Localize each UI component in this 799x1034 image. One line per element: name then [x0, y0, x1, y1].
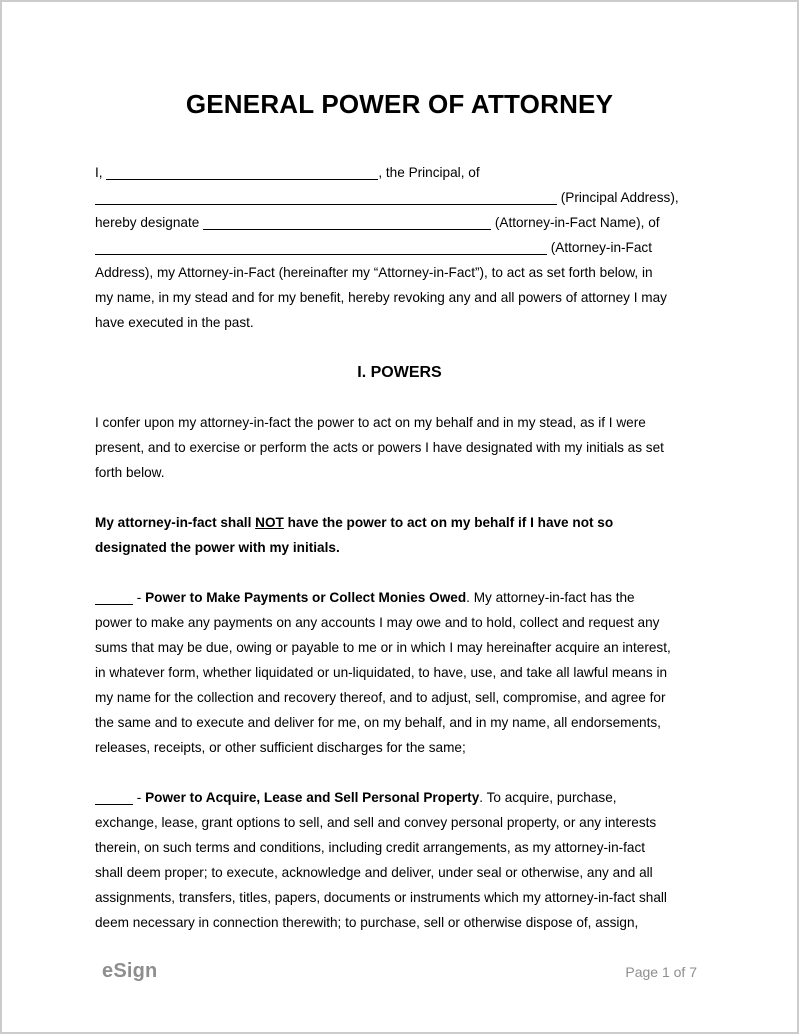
text-run: (Attorney-in-Fact Name), of	[491, 215, 660, 230]
text-run: Power to Acquire, Lease and Sell Personal Property	[145, 790, 480, 805]
text-line	[95, 710, 704, 735]
text-run: hereby designate	[95, 215, 204, 230]
text-run: -	[133, 590, 146, 605]
fill-in-blank	[203, 217, 491, 230]
text-run: sums that may be due, owing or payable to me or in which I may hereinafter acquire an interest,	[95, 640, 671, 655]
text-run: my name for the collection and recovery thereof, and to adjust, sell, compromise, and agree for	[95, 690, 666, 705]
text-run: forth below.	[95, 465, 165, 480]
text-run: (Attorney-in-Fact	[547, 240, 652, 255]
section-heading-powers: I. POWERS	[357, 364, 442, 381]
initials-notice-paragraph	[95, 510, 704, 560]
fill-in-blank	[95, 592, 133, 605]
text-line	[95, 410, 704, 435]
text-run: -	[133, 790, 146, 805]
fill-in-blank	[106, 167, 378, 180]
text-line	[95, 260, 704, 285]
text-run: exchange, lease, grant options to sell, and sell and convey personal property, or any interests	[95, 815, 657, 830]
text-line	[95, 235, 704, 260]
text-run: I confer upon my attorney-in-fact the power to act on my behalf and in my stead, as if I were	[95, 415, 646, 430]
text-line	[95, 585, 704, 610]
text-run: NOT	[255, 515, 284, 530]
text-run: have the power to act on my behalf if I have not so	[283, 515, 614, 530]
text-run: . My attorney-in-fact has the	[466, 590, 635, 605]
fill-in-blank	[95, 192, 557, 205]
text-line	[95, 510, 704, 535]
text-line	[95, 685, 704, 710]
text-run: assignments, transfers, titles, papers, documents or instruments which my attorney-in-fact shall	[95, 890, 667, 905]
text-line	[95, 610, 704, 635]
text-run: designated the power with my initials.	[95, 540, 340, 555]
text-run: my name, in my stead and for my benefit, hereby revoking any and all powers of attorney I may	[95, 290, 667, 305]
text-run: releases, receipts, or other sufficient discharges for the same;	[95, 740, 466, 755]
esign-logo: eSign	[102, 960, 158, 982]
text-line	[95, 660, 704, 685]
power-personal-property-paragraph	[95, 785, 704, 935]
text-line	[95, 185, 704, 210]
text-run: I,	[95, 165, 107, 180]
text-line	[95, 635, 704, 660]
document-title: GENERAL POWER OF ATTORNEY	[185, 89, 614, 119]
document-content	[2, 88, 797, 935]
text-run: , the Principal, of	[378, 165, 480, 180]
text-run: deem necessary in connection therewith; to purchase, sell or otherwise dispose of, assign,	[95, 915, 639, 930]
text-line	[95, 285, 704, 310]
text-line	[95, 785, 704, 810]
text-line	[95, 310, 704, 335]
text-line	[95, 735, 704, 760]
text-run: present, and to exercise or perform the acts or powers I have designated with my initials as set	[95, 440, 664, 455]
text-run: have executed in the past.	[95, 315, 254, 330]
text-run: . To acquire, purchase,	[479, 790, 617, 805]
page-number: Page 1 of 7	[625, 964, 697, 980]
text-line	[95, 435, 704, 460]
powers-intro-paragraph	[95, 410, 704, 485]
text-line	[95, 460, 704, 485]
text-line	[95, 860, 704, 885]
text-line	[95, 160, 704, 185]
text-run: the same and to execute and deliver for me, on my behalf, and in my name, all endorsements,	[95, 715, 661, 730]
text-line	[95, 885, 704, 910]
text-run: in whatever form, whether liquidated or un-liquidated, to have, use, and take all lawful means in	[95, 665, 668, 680]
text-run: power to make any payments on any accounts I may owe and to hold, collect and request any	[95, 615, 660, 630]
fill-in-blank	[95, 792, 133, 805]
text-run: (Principal Address),	[557, 190, 679, 205]
text-run: shall deem proper; to execute, acknowledge and deliver, under seal or otherwise, any and all	[95, 865, 653, 880]
document-body	[95, 160, 704, 935]
text-line	[95, 810, 704, 835]
text-run: My attorney-in-fact shall	[95, 515, 256, 530]
text-line	[95, 535, 704, 560]
principal-designation-paragraph	[95, 160, 704, 335]
footer	[102, 960, 697, 983]
power-payments-paragraph	[95, 585, 704, 760]
text-line	[95, 910, 704, 935]
text-run: therein, on such terms and conditions, including credit arrangements, as my attorney-in-fact	[95, 840, 646, 855]
text-run: Power to Make Payments or Collect Monies Owed	[145, 590, 467, 605]
fill-in-blank	[95, 242, 547, 255]
text-line	[95, 835, 704, 860]
text-line	[95, 210, 704, 235]
text-run: Address), my Attorney-in-Fact (hereinafter my “Attorney-in-Fact”), to act as set forth below, in	[95, 265, 653, 280]
